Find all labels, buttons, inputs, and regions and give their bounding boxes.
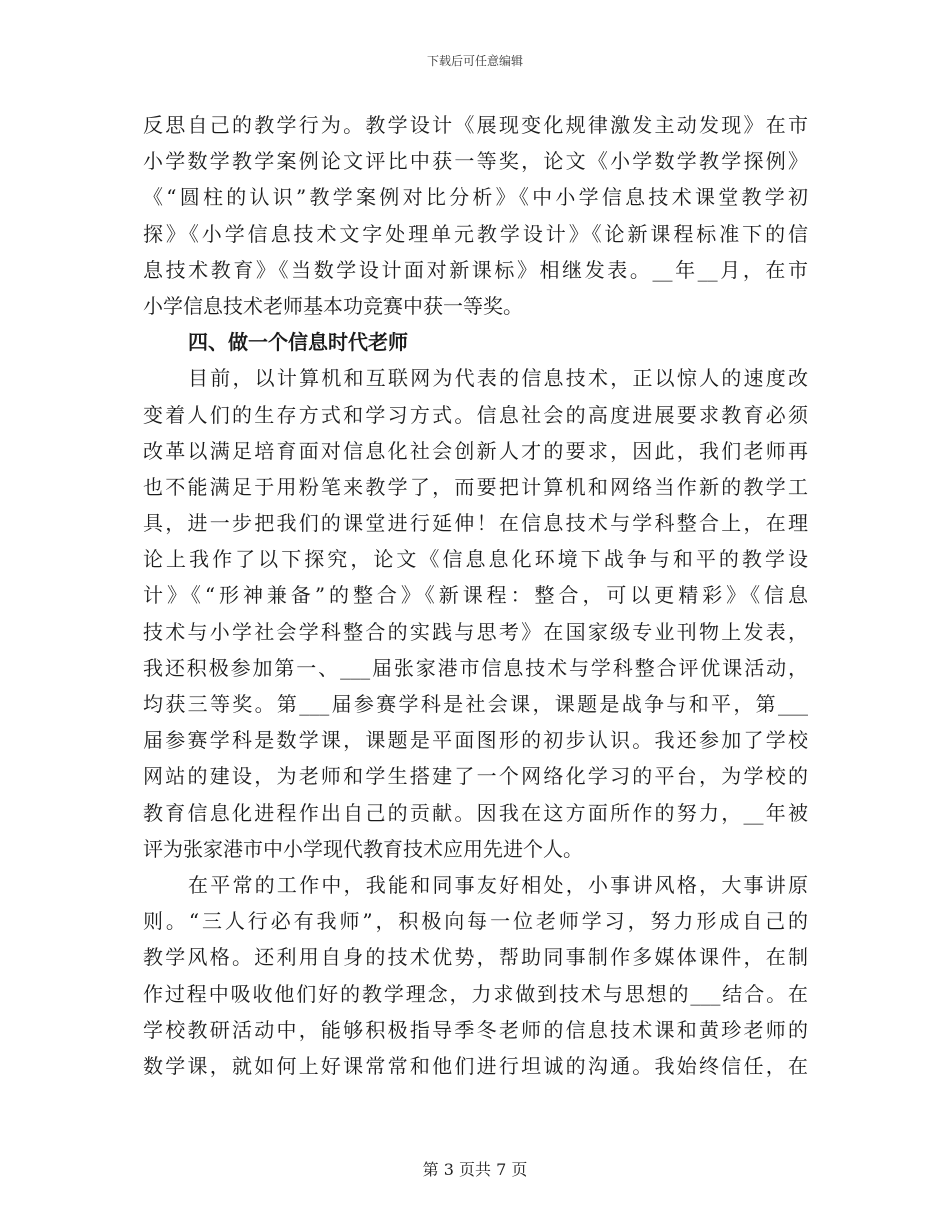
text-line: 评为张家港市中小学现代教育技术应用先进个人。 — [143, 836, 583, 861]
text-line: 则。“三人行必有我师”，积极向每一位老师学习，努力形成自己的 — [143, 909, 808, 934]
text-line: 也不能满足于用粉笔来教学了，而要把计算机和网络当作新的教学工 — [143, 474, 808, 499]
text-line: 在平常的工作中，我能和同事友好相处，小事讲风格，大事讲原 — [188, 872, 808, 897]
text-line: 具，进一步把我们的课堂进行延伸！在信息技术与学科整合上，在理 — [143, 511, 808, 536]
text-line: 息技术教育》《当数学设计面对新课标》相继发表。__年__月，在市 — [143, 257, 808, 282]
page-footer: 第 3 页共 7 页 — [422, 1160, 528, 1179]
text-line: 改革以满足培育面对信息化社会创新人才的要求，因此，我们老师再 — [143, 438, 808, 463]
text-line: 技术与小学社会学科整合的实践与思考》在国家级专业刊物上发表， — [143, 619, 808, 644]
document-body — [143, 107, 808, 1084]
text-line: 计》《“形神兼备”的整合》《新课程：整合，可以更精彩》《信息 — [143, 583, 808, 608]
text-line: 小学信息技术老师基本功竞赛中获一等奖。 — [143, 293, 523, 318]
text-line: 学校教研活动中，能够积极指导季冬老师的信息技术课和黄珍老师的 — [143, 1017, 808, 1042]
text-line: 均获三等奖。第___届参赛学科是社会课，课题是战争与和平，第___ — [143, 692, 808, 716]
text-line: 探》《小学信息技术文字处理单元教学设计》《论新课程标准下的信 — [143, 221, 808, 246]
text-line: 目前，以计算机和互联网为代表的信息技术，正以惊人的速度改 — [188, 366, 808, 391]
text-line: 网站的建设，为老师和学生搭建了一个网络化学习的平台，为学校的 — [143, 764, 808, 789]
text-line: 变着人们的生存方式和学习方式。信息社会的高度进展要求教育必须 — [143, 402, 808, 427]
text-line: 数学课，就如何上好课常常和他们进行坦诚的沟通。我始终信任，在 — [143, 1053, 808, 1078]
text-line: 届参赛学科是数学课，课题是平面图形的初步认识。我还参加了学校 — [143, 728, 808, 753]
text-line: 作过程中吸收他们好的教学理念，力求做到技术与思想的___结合。在 — [143, 981, 808, 1006]
page-header: 下载后可任意编辑 — [426, 54, 523, 68]
text-line: 小学数学教学案例论文评比中获一等奖，论文《小学数学教学探例》 — [143, 149, 808, 174]
text-line: 我还积极参加第一、___届张家港市信息技术与学科整合评优课活动， — [143, 655, 808, 680]
text-line: 教学风格。还利用自身的技术优势，帮助同事制作多媒体课件，在制 — [143, 945, 808, 970]
text-line: 教育信息化进程作出自己的贡献。因我在这方面所作的努力，__年被 — [143, 800, 808, 825]
text-line: 论上我作了以下探究，论文《信息息化环境下战争与和平的教学设 — [143, 547, 808, 572]
section-heading: 四、做一个信息时代老师 — [188, 330, 408, 355]
text-line: 《“圆柱的认识”教学案例对比分析》《中小学信息技术课堂教学初 — [143, 185, 808, 210]
text-line: 反思自己的教学行为。教学设计《展现变化规律激发主动发现》在市 — [143, 113, 808, 137]
